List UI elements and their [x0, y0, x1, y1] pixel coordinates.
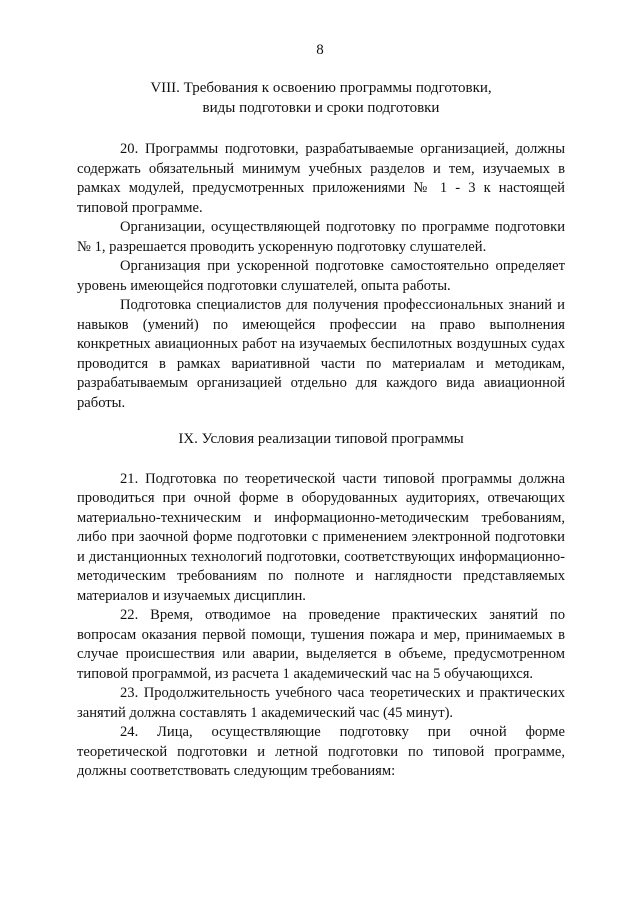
paragraph-accelerated-level: Организация при ускоренной подготовке самостоятельно определяет уровень имеющейся подготовки слушателей, опыта работы.: [77, 258, 565, 294]
section-9-heading: IX. Условия реализации типовой программы: [178, 431, 464, 447]
section-8-heading: [77, 79, 565, 118]
page-number: 8: [316, 42, 324, 58]
section-8-heading-line-2: виды подготовки и сроки подготовки: [202, 99, 440, 116]
paragraph-specialist-training: Подготовка специалистов для получения профессиональных знаний и навыков (умений) по имеющейся профессии на право выполнения конкретных авиационных работ на изучаемых беспилотных воздушных судах проводится в рамках вариативной части по материалам и методикам, разрабатываемым организацией отдельно для каждого вида авиационной работы.: [77, 297, 565, 411]
paragraph-22: 22. Время, отводимое на проведение практических занятий по вопросам оказания первой помощи, тушения пожара и мер, принимаемых в случае происшествия или аварии, выделяется в объеме, предусмотренном типовой программой, из расчета 1 академический час на 5 обучающихся.: [77, 607, 565, 682]
section-8-heading-line-1: VIII. Требования к освоению программы подготовки,: [150, 80, 492, 96]
document-body: [77, 79, 565, 782]
paragraph-20: 20. Программы подготовки, разрабатываемые организацией, должны содержать обязательный минимум учебных разделов и тем, изучаемых в рамках модулей, предусмотренных приложениями № 1 - 3 к настоящей типовой программе.: [77, 141, 565, 216]
paragraph-24: 24. Лица, осуществляющие подготовку при очной форме теоретической подготовки и летной подготовки по типовой программе, должны соответствовать следующим требованиям:: [77, 724, 565, 779]
paragraph-21: 21. Подготовка по теоретической части типовой программы должна проводиться при очной форме в оборудованных аудиториях, отвечающих материально-техническим и информационно-методическим требованиям, либо при заочной форме подготовки с применением электронной подготовки и дистанционных технологий подготовки, соответствующих информационно-методическим требованиям по полноте и наглядности представляемых материалов и изучаемых дисциплин.: [77, 470, 565, 604]
paragraph-23: 23. Продолжительность учебного часа теоретических и практических занятий должна составлять 1 академический час (45 минут).: [77, 685, 565, 721]
paragraph-accelerated-permission: Организации, осуществляющей подготовку по программе подготовки № 1, разрешается проводить ускоренную подготовку слушателей.: [77, 219, 565, 255]
